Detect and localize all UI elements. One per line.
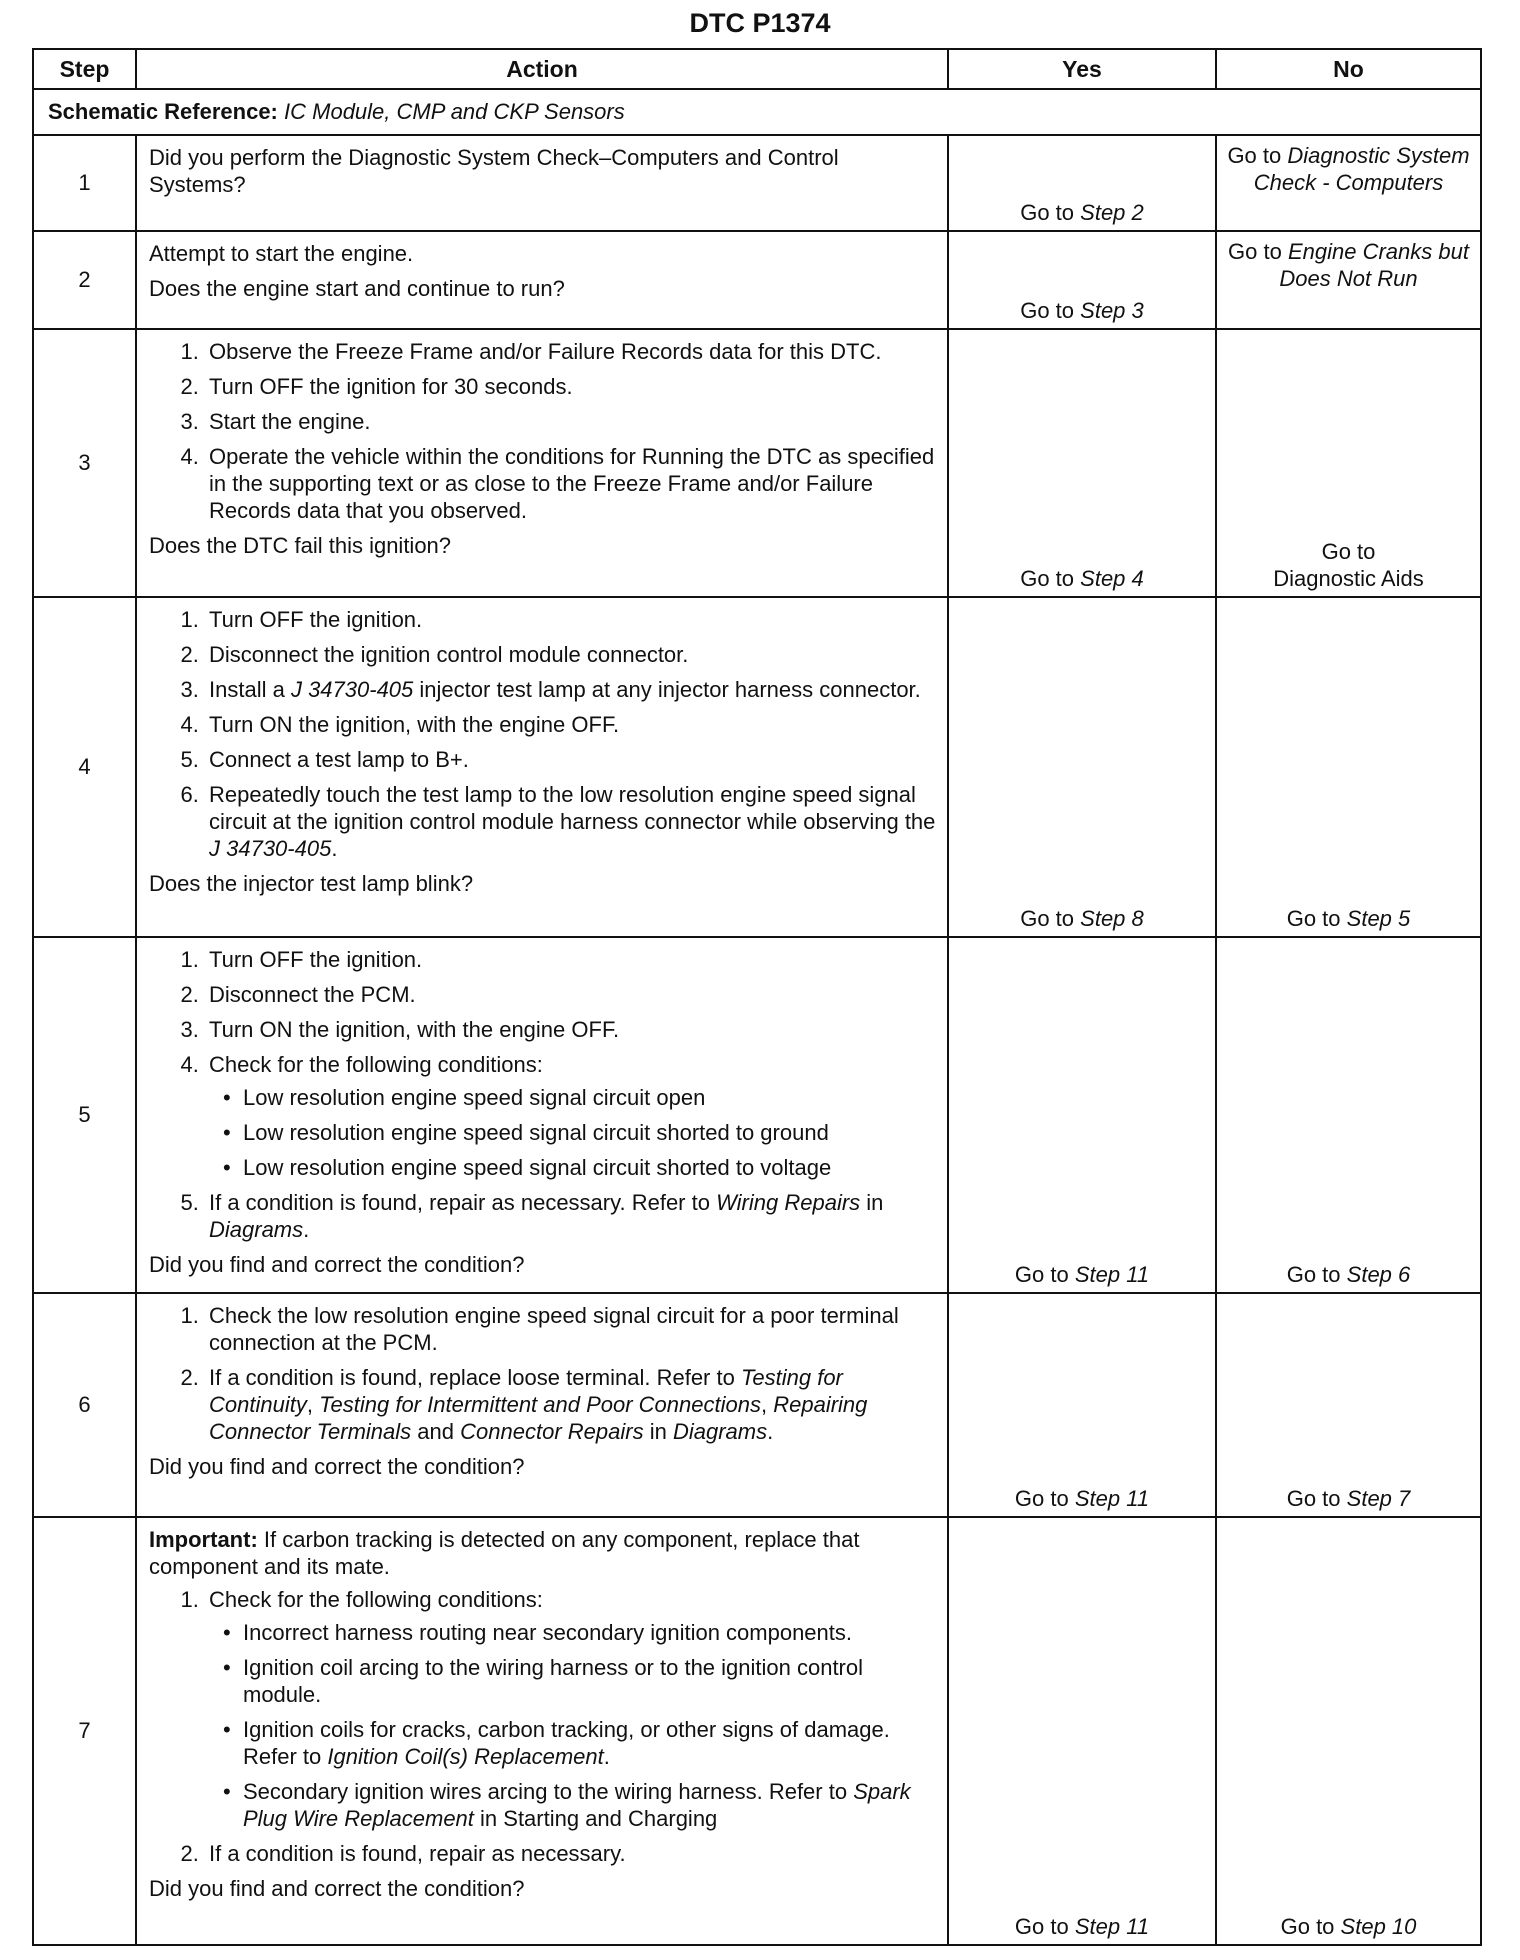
- header-action: Action: [136, 49, 948, 89]
- no-cell: Go to Diagnostic Aids: [1216, 329, 1481, 597]
- yes-cell: Go to Step 4: [948, 329, 1216, 597]
- step-number: 5: [33, 937, 136, 1293]
- bullet-item: • Secondary ignition wires arcing to the wiring harness. Refer to Spark Plug Wire Replacement in Starting and Charging: [241, 1778, 937, 1832]
- action-question: Did you find and correct the condition?: [149, 1876, 525, 1901]
- list-item: 1. Turn OFF the ignition.: [205, 946, 937, 973]
- list-item: 6. Repeatedly touch the test lamp to the low resolution engine speed signal circuit at the ignition control module harness connector while observing the J 34730-405.: [205, 781, 937, 862]
- step-number: 3: [33, 329, 136, 597]
- action-question: Did you find and correct the condition?: [149, 1454, 525, 1479]
- list-item: 2. Disconnect the PCM.: [205, 981, 937, 1008]
- doc-reference: Diagrams: [209, 1217, 304, 1242]
- bullet-item: • Ignition coil arcing to the wiring harness or to the ignition control module.: [241, 1654, 937, 1708]
- yes-step-link: Step 11: [1074, 1486, 1150, 1511]
- no-target-link: Diagnostic System Check - Computers: [1253, 143, 1470, 195]
- header-yes: Yes: [948, 49, 1216, 89]
- table-row: [33, 135, 1481, 231]
- action-question: Does the DTC fail this ignition?: [149, 533, 452, 558]
- tool-reference: J 34730-405: [209, 836, 332, 861]
- table-header-row: [33, 49, 1481, 89]
- action-question: Does the injector test lamp blink?: [149, 871, 474, 896]
- schematic-reference: [33, 89, 1481, 135]
- bullet-list: [209, 1084, 937, 1181]
- doc-reference: Connector Repairs: [460, 1419, 644, 1444]
- table-row: [33, 329, 1481, 597]
- action-cell: [136, 135, 948, 231]
- table-row: [33, 1517, 1481, 1945]
- yes-cell: Go to Step 8: [948, 597, 1216, 937]
- action-question: Did you perform the Diagnostic System Check–Computers and Control Systems?: [149, 145, 839, 197]
- no-cell: Go to Step 6: [1216, 937, 1481, 1293]
- doc-reference: Diagrams: [672, 1419, 768, 1444]
- list-item: 4. Turn ON the ignition, with the engine OFF.: [205, 711, 937, 738]
- action-cell: [136, 937, 948, 1293]
- no-step-link: Step 5: [1346, 906, 1411, 931]
- yes-step-link: Step 2: [1080, 200, 1144, 225]
- list-item: 1. Observe the Freeze Frame and/or Failure Records data for this DTC.: [205, 338, 937, 365]
- doc-reference: Testing for Continuity: [209, 1365, 843, 1417]
- yes-cell: Go to Step 11: [948, 937, 1216, 1293]
- list-item: 2. If a condition is found, replace loose terminal. Refer to Testing for Continuity, Testing for Intermittent and Poor Connections, Repairing Connector Terminals and Connector Repairs in Diagrams.: [205, 1364, 937, 1445]
- no-step-link: Step 7: [1346, 1486, 1411, 1511]
- action-question: Does the engine start and continue to run?: [149, 276, 565, 301]
- action-text: Attempt to start the engine.: [149, 241, 414, 266]
- no-cell: Go to Step 10: [1216, 1517, 1481, 1945]
- list-item: 1. Turn OFF the ignition.: [205, 606, 937, 633]
- bullet-list: [209, 1619, 937, 1832]
- schematic-label: Schematic Reference:: [48, 99, 278, 124]
- no-cell: Go to Step 5: [1216, 597, 1481, 937]
- yes-cell: Go to Step 2: [948, 135, 1216, 231]
- step-number: 2: [33, 231, 136, 329]
- doc-reference: Ignition Coil(s) Replacement: [327, 1744, 604, 1769]
- yes-step-link: Step 4: [1080, 566, 1144, 591]
- schematic-value: IC Module, CMP and CKP Sensors: [284, 99, 625, 124]
- list-item: 3. Start the engine.: [205, 408, 937, 435]
- action-cell: [136, 597, 948, 937]
- bullet-item: • Incorrect harness routing near secondary ignition components.: [241, 1619, 937, 1646]
- dtc-table: [32, 48, 1482, 1946]
- important-label: Important:: [149, 1527, 258, 1552]
- list-item: 2. If a condition is found, repair as necessary.: [205, 1840, 937, 1867]
- doc-reference: Repairing Connector Terminals: [209, 1392, 868, 1444]
- list-item: 2. Disconnect the ignition control module connector.: [205, 641, 937, 668]
- page-title: DTC P1374: [689, 8, 831, 38]
- table-row: [33, 231, 1481, 329]
- no-cell: Go to Step 7: [1216, 1293, 1481, 1517]
- no-step-link: Step 6: [1346, 1262, 1411, 1287]
- action-list: [149, 1586, 937, 1867]
- step-number: 4: [33, 597, 136, 937]
- doc-reference: Wiring Repairs: [716, 1190, 861, 1215]
- schematic-reference-row: [33, 89, 1481, 135]
- table-row: [33, 597, 1481, 937]
- doc-reference: Spark Plug Wire Replacement: [243, 1779, 911, 1831]
- yes-step-link: Step 3: [1080, 298, 1144, 323]
- yes-cell: Go to Step 11: [948, 1293, 1216, 1517]
- list-item: 5. If a condition is found, repair as necessary. Refer to Wiring Repairs in Diagrams.: [205, 1189, 937, 1243]
- list-item: 1. Check for the following conditions: • Incorrect harness routing near secondary ignition components. • Ignition coil arcing to the wiring harness or to the ignition control module. • Ignition coils for cracks, carbon tracking, or other signs of damage. Refer to Ignition Coil(s) Replacement. • Secondary ignition wires arcing to the wiring harness. Refer to Spark Plug Wire Replacement in Starting and Charging: [205, 1586, 937, 1832]
- list-item: 1. Check the low resolution engine speed signal circuit for a poor terminal connection at the PCM.: [205, 1302, 937, 1356]
- list-item: 4. Operate the vehicle within the conditions for Running the DTC as specified in the supporting text or as close to the Freeze Frame and/or Failure Records data that you observed.: [205, 443, 937, 524]
- tool-reference: J 34730-405: [290, 677, 414, 702]
- no-cell: Go to Engine Cranks but Does Not Run: [1216, 231, 1481, 329]
- list-item: 3. Turn ON the ignition, with the engine OFF.: [205, 1016, 937, 1043]
- no-target-link: Diagnostic Aids: [1273, 566, 1424, 591]
- action-cell: [136, 231, 948, 329]
- action-list: [149, 946, 937, 1243]
- list-item: 2. Turn OFF the ignition for 30 seconds.: [205, 373, 937, 400]
- bullet-item: • Low resolution engine speed signal circuit shorted to ground: [241, 1119, 937, 1146]
- list-item: 3. Install a J 34730-405 injector test lamp at any injector harness connector.: [205, 676, 937, 703]
- action-cell: [136, 329, 948, 597]
- yes-step-link: Step 8: [1080, 906, 1144, 931]
- header-no: No: [1216, 49, 1481, 89]
- bullet-item: • Low resolution engine speed signal circuit shorted to voltage: [241, 1154, 937, 1181]
- yes-step-link: Step 11: [1074, 1914, 1150, 1939]
- step-number: 1: [33, 135, 136, 231]
- important-note: Important: If carbon tracking is detected on any component, replace that component and its mate.: [149, 1527, 860, 1579]
- action-cell: [136, 1293, 948, 1517]
- action-question: Did you find and correct the condition?: [149, 1252, 525, 1277]
- doc-reference: Testing for Intermittent and Poor Connections: [319, 1392, 761, 1417]
- list-item: 5. Connect a test lamp to B+.: [205, 746, 937, 773]
- yes-cell: Go to Step 11: [948, 1517, 1216, 1945]
- no-target-link: Engine Cranks but Does Not Run: [1279, 239, 1469, 291]
- table-row: [33, 937, 1481, 1293]
- header-step: Step: [33, 49, 136, 89]
- step-number: 6: [33, 1293, 136, 1517]
- step-number: 7: [33, 1517, 136, 1945]
- yes-cell: Go to Step 3: [948, 231, 1216, 329]
- bullet-item: • Low resolution engine speed signal circuit open: [241, 1084, 937, 1111]
- action-list: [149, 606, 937, 862]
- yes-step-link: Step 11: [1074, 1262, 1150, 1287]
- action-list: [149, 1302, 937, 1445]
- action-cell: [136, 1517, 948, 1945]
- table-row: [33, 1293, 1481, 1517]
- no-cell: Go to Diagnostic System Check - Computers: [1216, 135, 1481, 231]
- list-item: 4. Check for the following conditions: • Low resolution engine speed signal circuit open • Low resolution engine speed signal circuit shorted to ground • Low resolution engine speed signal circuit shorted to voltage: [205, 1051, 937, 1181]
- bullet-item: • Ignition coils for cracks, carbon tracking, or other signs of damage. Refer to Ignition Coil(s) Replacement.: [241, 1716, 937, 1770]
- action-list: [149, 338, 937, 524]
- no-step-link: Step 10: [1340, 1914, 1417, 1939]
